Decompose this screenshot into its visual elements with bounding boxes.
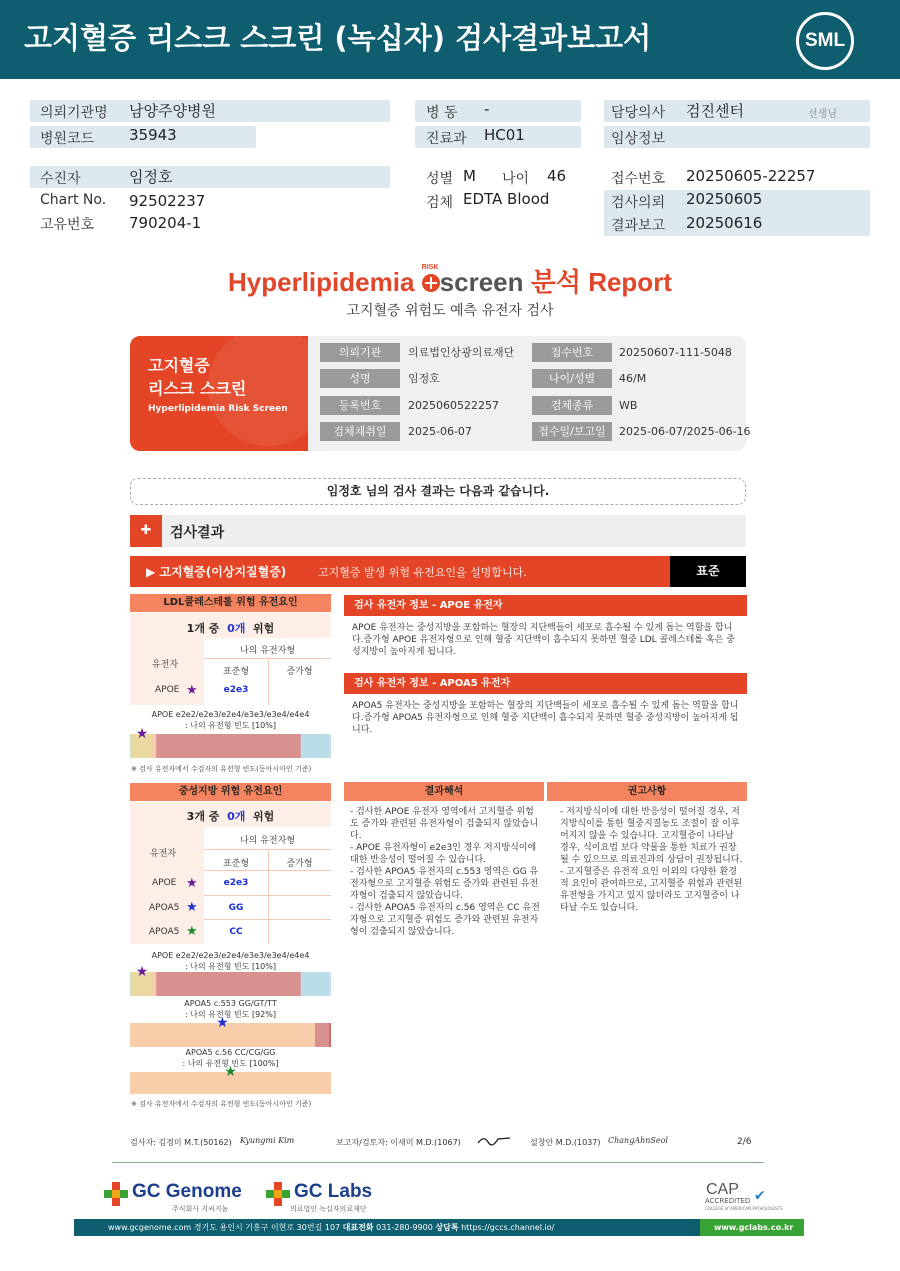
- col-risk: 증가형: [286, 667, 313, 677]
- category-desc: 고지혈증 발생 위험 유전요인을 설명합니다.: [318, 566, 527, 579]
- doctor: 검진센터: [686, 102, 744, 120]
- col-risk: 증가형: [286, 859, 313, 869]
- frequency-segment-e3e3: [156, 972, 301, 996]
- star-icon: ★: [186, 683, 198, 698]
- field-value: 의료법인상광의료재단: [408, 346, 515, 359]
- frequency-segment-e2e4: [152, 972, 156, 996]
- req-date-label: 검사의뢰: [611, 195, 666, 211]
- gc-genome-logo: GC Genome: [132, 1181, 242, 1202]
- result-message: 임정호 님의 검사 결과는 다음과 같습니다.: [130, 478, 746, 505]
- patient-label: 수진자: [40, 171, 81, 187]
- genotype-value: e2e3: [223, 685, 249, 695]
- doctor-suffix: 선생님: [808, 109, 837, 120]
- frequency-segment-e4e4: [329, 972, 331, 996]
- apoa5-info-header: 검사 유전자 정보 - APOA5 유전자: [344, 673, 747, 694]
- report-date-label: 결과보고: [611, 218, 666, 234]
- freq-label: APOA5 c.56 CC/CG/GG: [185, 1048, 276, 1057]
- field-label: 등록번호: [320, 396, 400, 415]
- gc-labs-logo: GC Labs: [294, 1181, 373, 1202]
- ldl-count: 1개 중 0개 위험: [186, 622, 275, 635]
- freq-label: : 나의 유전형 빈도 [92%]: [185, 1010, 276, 1019]
- footer-consult-label: 상담톡: [435, 1223, 459, 1232]
- tester-signature: Kyungmi Kim: [240, 1136, 295, 1145]
- sex-label: 성별: [426, 171, 454, 187]
- field-label: 검체종류: [532, 396, 612, 415]
- ldl-header: LDL콜레스테롤 위험 유전요인: [130, 594, 331, 612]
- card-title-2: 리스크 스크린: [148, 379, 247, 398]
- col-gene: 유전자: [152, 660, 179, 670]
- field-value: 20250607-111-5048: [619, 346, 732, 359]
- apoe-info-body: APOE 유전자는 중성지방을 포함하는 혈장의 지단백들이 세포로 흡수될 수 있게 돕는 역할을 합니다.증가형 APOE 유전자형으로 인해 혈중 지단백이 흡수되지 못하면 혈중 LDL 콜레스테롤 혹은 중성지방이 높아지게 됩니다.: [352, 623, 735, 657]
- doctor-label: 담당의사: [611, 105, 666, 121]
- cap-sub2: COLLEGE of AMERICAN PATHOLOGISTS: [705, 1206, 783, 1211]
- specimen: EDTA Blood: [463, 190, 550, 208]
- req-org: 남양주양병원: [129, 102, 216, 120]
- field-label: 접수일/보고일: [532, 422, 612, 441]
- page-number: 2/6: [737, 1137, 752, 1147]
- risk-plus-icon: RISK: [422, 274, 440, 292]
- frequency-segment-e3e4: [301, 734, 329, 758]
- marker-star-icon: ★: [224, 1064, 237, 1080]
- req-org-label: 의뢰기관명: [40, 105, 108, 121]
- report-subtitle: 고지혈증 위험도 예측 유전자 검사: [346, 303, 554, 319]
- hosp-code: 35943: [129, 126, 177, 144]
- col-std: 표준형: [222, 667, 250, 677]
- col-my: 나의 유전자형: [239, 646, 296, 656]
- section-title: 검사결과: [170, 525, 225, 541]
- col-my: 나의 유전자형: [239, 836, 296, 846]
- gc-cross-logo: [104, 1182, 128, 1206]
- id-label: 고유번호: [40, 217, 95, 233]
- medical-kit-icon: ✚: [130, 515, 162, 547]
- field-label: 나이/성별: [532, 369, 612, 388]
- footer-phone: 031-280-9900: [376, 1223, 433, 1232]
- footer-phone-label: 대표전화: [342, 1223, 374, 1232]
- dept: HC01: [484, 126, 525, 144]
- apoa5-c56-frequency-bar: [130, 1063, 331, 1097]
- apoa5-info-body: APOA5 유전자는 중성지방을 포함하는 혈장의 지단백들이 세포로 흡수될 수 있게 돕는 역할을 합니다.증가형 APOA5 유전자형으로 인해 혈중 지단백이 흡수되지 못하면 혈중 중성지방이 높아지게 됩니다.: [352, 701, 739, 735]
- apoe-info-header: 검사 유전자 정보 - APOE 유전자: [344, 595, 747, 616]
- tg-count: 3개 중 0개 위험: [186, 810, 275, 823]
- frequency-segment-GT: [315, 1023, 329, 1047]
- apoe-frequency-bar: [130, 728, 331, 760]
- category-title: ▶ 고지혈증(이상지질혈증): [146, 565, 287, 579]
- footer-consult-link[interactable]: https://gccs.channel.io/: [461, 1223, 555, 1232]
- field-label: 의뢰기관: [320, 343, 400, 362]
- interpret-body: - 검사한 APOE 유전자 영역에서 고지혈증 위험도 증가와 관련된 유전자형이 검출되지 않았습니다. - APOE 유전자형이 e2e3인 경우 저지방식이에 대한 반응성이 떨어질 수 있습니다. - 검사한 APOA5 유전자의 c.553 영역은 GG 유전자형으로 고지혈증 위험도 증가와 관련된 유전자형이 검출되지 않았습니다. - 검사한 APOA5 유전자의 c.56 영역은 CC 유전자형으로 고지혈증 위험도 증가와 관련된 유전자형이 검출되지 않았습니다.: [350, 807, 540, 937]
- card-title-en: Hyperlipidemia Risk Screen: [148, 404, 288, 414]
- frequency-segment-e2e2: [130, 734, 132, 758]
- field-value: 2025060522257: [408, 399, 499, 412]
- report-title: 고지혈증 리스크 스크린 (녹십자) 검사결과보고서: [24, 21, 652, 55]
- reviewer2-signature: ChangAhnSeol: [608, 1136, 668, 1145]
- gene-name: APOE: [152, 878, 177, 888]
- age: 46: [547, 167, 567, 185]
- reg-no-label: 접수번호: [611, 171, 666, 187]
- card-title-1: 고지혈증: [148, 356, 210, 375]
- freq-label: : 나의 유전형 빈도 [100%]: [182, 1059, 279, 1068]
- marker-star-icon: ★: [135, 728, 149, 742]
- req-date: 20250605: [686, 190, 763, 208]
- genotype-value: e2e3: [223, 878, 249, 888]
- field-value: 2025-06-07: [408, 425, 472, 438]
- star-icon: ★: [186, 924, 198, 939]
- marker-star-icon: ★: [135, 966, 149, 980]
- freq-note: ※ 검사 유전자에서 수검자의 유전형 빈도(동아시아인 기준): [131, 765, 312, 773]
- genotype-value: CC: [229, 927, 243, 937]
- field-label: 접수번호: [532, 343, 612, 362]
- frequency-segment-e3e3: [156, 734, 301, 758]
- frequency-segment-e3e4: [301, 972, 329, 996]
- genotype-value: GG: [228, 903, 244, 913]
- reg-no: 20250605-22257: [686, 167, 816, 185]
- age-label: 나이: [502, 171, 530, 187]
- reviewer: 보고자/검토자: 이새미 M.D.(1067): [336, 1138, 461, 1147]
- gc-labs-sub: 의료법인 녹십자의료재단: [290, 1205, 367, 1213]
- freq-label: : 나의 유전형 빈도 [10%]: [185, 721, 276, 730]
- field-label: 검체채취일: [320, 422, 400, 441]
- report-date: 20250616: [686, 214, 763, 232]
- card-title-block: [130, 336, 308, 451]
- field-label: 성명: [320, 369, 400, 388]
- tester: 검사자: 김경미 M.T.(50162): [130, 1138, 232, 1147]
- field-value: 46/M: [619, 372, 647, 385]
- reviewer-signature: [476, 1133, 512, 1147]
- sex: M: [463, 167, 476, 185]
- gene-name: APOA5: [149, 927, 180, 937]
- check-icon: ✔: [754, 1188, 766, 1204]
- unique-id: 790204-1: [129, 214, 202, 232]
- specimen-label: 검체: [426, 195, 454, 211]
- result-grade: 표준: [670, 556, 746, 587]
- recommend-body: - 저지방식이에 대한 반응성이 떨어질 경우, 저지방식이를 통한 혈중지질농도 조절이 잘 이루어지지 않을 수 있습니다. 고지혈증이 나타날 경우, 식이요법 보다 약물을 통한 치료가 권장될 수 있으므로 의료진과의 상담이 권장됩니다. - 고지혈증은 유전적 요인 이외의 다양한 환경적 요인이 관여하므로, 고지혈증 위험과 관련된 유전형을 가지고 있지 않더라도 고지혈증이 나타날 수도 있습니다.: [560, 807, 743, 913]
- footer-text: [108, 1219, 554, 1236]
- frequency-segment-TT: [329, 1023, 331, 1047]
- col-std: 표준형: [222, 859, 250, 869]
- clinical-label: 임상정보: [611, 131, 666, 147]
- star-icon: ★: [186, 900, 198, 915]
- freq-note: ※ 검사 유전자에서 수검자의 유전형 빈도(동아시아인 기준): [131, 1100, 312, 1108]
- freq-label: APOA5 c.553 GG/GT/TT: [184, 999, 277, 1008]
- field-value: 임정호: [408, 372, 440, 385]
- frequency-segment-e2e4: [152, 734, 156, 758]
- patient: 임정호: [129, 168, 173, 186]
- apoa5-c553-frequency-bar: [130, 1014, 331, 1050]
- gc-genome-sub: 주식회사 지씨지놈: [172, 1205, 229, 1213]
- dept-label: 진료과: [426, 131, 467, 147]
- field-value: WB: [619, 399, 638, 412]
- chart-no: 92502237: [129, 192, 206, 210]
- gene-name: APOA5: [149, 903, 180, 913]
- apoe-frequency-bar-2: [130, 966, 331, 998]
- gc-cross-logo: [266, 1182, 290, 1206]
- report-main-title: Hyperlipidemia RISK screen 분석 Report: [228, 264, 672, 297]
- freq-label: : 나의 유전형 빈도 [10%]: [185, 962, 276, 971]
- freq-label: APOE e2e2/e2e3/e2e4/e3e3/e3e4/e4e4: [151, 710, 310, 719]
- cap-logo: CAP: [706, 1181, 739, 1198]
- recommend-header: 권고사항: [547, 782, 747, 801]
- field-value: 2025-06-07/2025-06-16: [619, 425, 751, 438]
- chart-label: Chart No.: [40, 192, 107, 208]
- info-band: [30, 166, 390, 188]
- reviewer2: 설창안 M.D.(1037): [530, 1138, 601, 1147]
- col-gene: 유전자: [150, 849, 177, 859]
- star-icon: ★: [186, 876, 198, 891]
- gene-name: APOE: [155, 685, 180, 695]
- footer-address: www.gcgenome.com 경기도 용인시 기흥구 이현로 30번길 107: [108, 1223, 341, 1232]
- frequency-segment-e2e2: [130, 972, 132, 996]
- cap-accredited: ACCREDITED: [705, 1197, 751, 1205]
- ward-label: 병 동: [426, 105, 458, 121]
- tg-header: 중성지방 위험 유전요인: [130, 783, 331, 801]
- gclabs-url[interactable]: www.gclabs.co.kr: [714, 1223, 794, 1232]
- marker-star-icon: ★: [216, 1015, 229, 1031]
- freq-label: APOE e2e2/e2e3/e2e4/e3e3/e3e4/e4e4: [151, 951, 310, 960]
- hosp-code-label: 병원코드: [40, 131, 95, 147]
- sml-logo: SML: [796, 12, 854, 70]
- ward: -: [484, 100, 490, 118]
- frequency-segment-e4e4: [329, 734, 331, 758]
- interpret-header: 결과해석: [344, 782, 544, 801]
